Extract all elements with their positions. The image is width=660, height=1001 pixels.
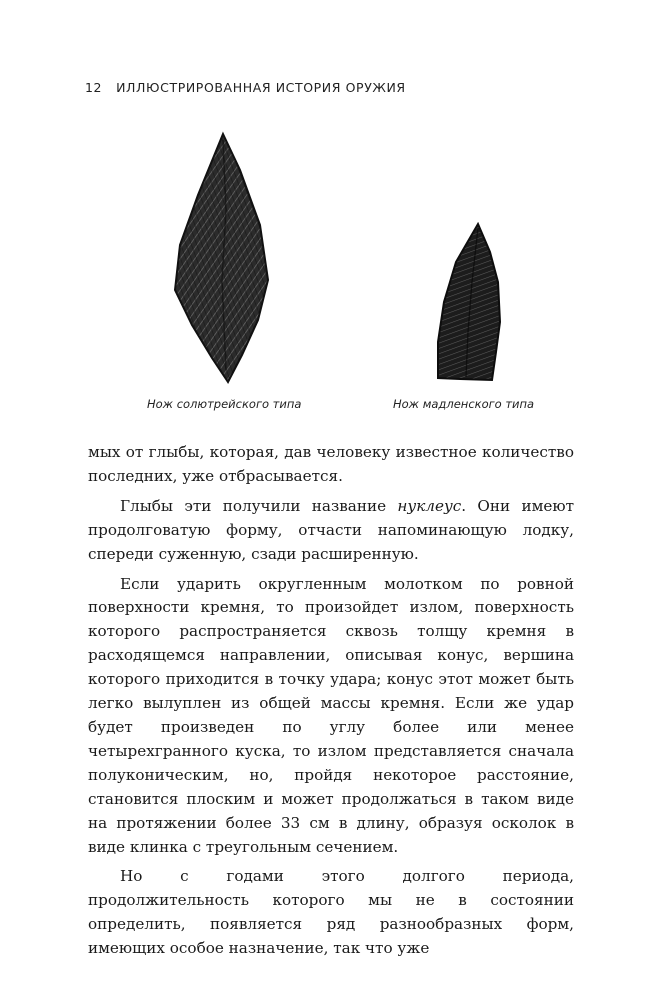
book-title: ИЛЛЮСТРИРОВАННАЯ ИСТОРИЯ ОРУЖИЯ — [116, 80, 406, 95]
paragraph-4: Но с годами этого долгого периода, продолжительность которого мы не в состоянии определить, появляется ряд разнообразных форм, имеющих особое назначение, так что уже — [88, 867, 574, 958]
caption-solutrean: Нож солютрейского типа — [147, 397, 302, 411]
caption-magdalenian: Нож мадленского типа — [393, 397, 535, 411]
running-head — [85, 80, 406, 95]
solutrean-knife-figure — [160, 130, 280, 385]
magdalenian-knife-figure — [420, 222, 510, 382]
term-nucleus: нуклеус — [397, 496, 462, 515]
paragraph-1: мых от глыбы, которая, дав человеку известное количество последних, уже отбрасывается. — [88, 443, 574, 485]
body-text — [88, 441, 574, 967]
solutrean-knife-illustration — [160, 130, 280, 385]
paragraph-3: Если ударить округленным молотком по ровной поверхности кремня, то произойдет излом, поверхность которого распространяется сквозь толщу кремня в расходящемся направлении, описывая конус, вершина которого приходится в точку удара; конус этот может быть легко вылуплен из общей массы кремня. Если же удар будет произведен по углу более или менее четырехгранного куска, то излом представляется сначала полуконическим, но, пройдя некоторое расстояние, становится плоским и может продолжаться в таком виде на протяжении более 33 см в длину, образуя осколок в виде клинка с треугольным сечением. — [88, 574, 574, 856]
paragraph-2-end: . Они имеют продолговатую форму, отчасти напоминающую лодку, спереди суженную, сзади расширенную. — [88, 496, 574, 563]
paragraph-2-start: Глыбы эти получили название — [120, 496, 398, 515]
paragraph-2 — [88, 495, 574, 567]
page-number: 12 — [85, 80, 103, 95]
magdalenian-knife-illustration — [420, 222, 510, 382]
